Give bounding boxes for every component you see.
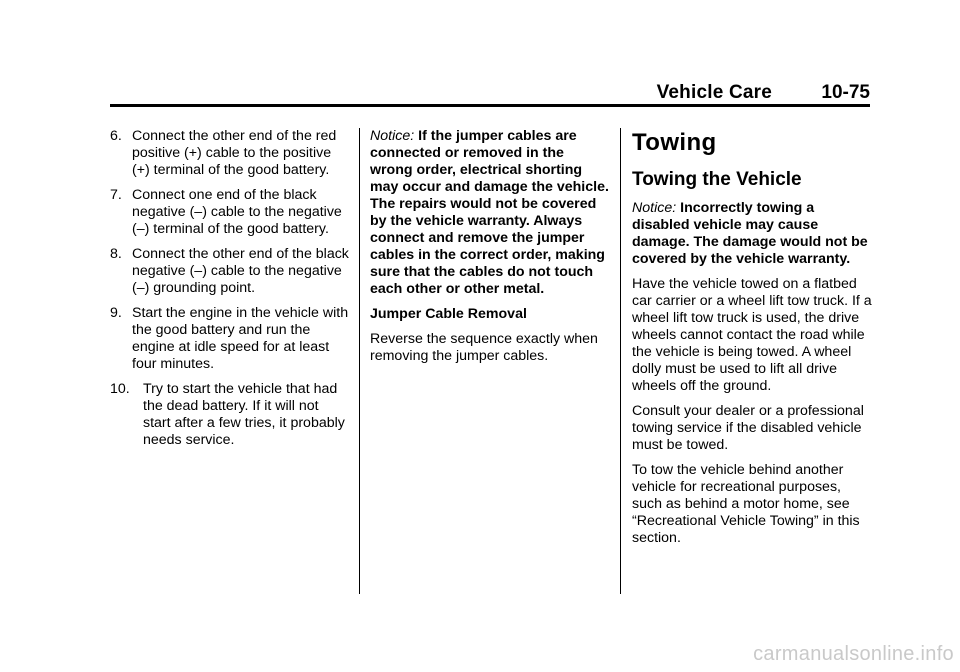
paragraph: Reverse the sequence exactly when removing the jumper cables. [370,331,598,364]
step-text: Connect one end of the black negative (–) cable to the negative (–) terminal of the good battery. [132,187,342,237]
header-rule [110,104,870,107]
step-text: Start the engine in the vehicle with the good battery and run the engine at idle speed for at least four minutes. [132,305,349,372]
step-text: Try to start the vehicle that had the dead battery. If it will not start after a few tries, it probably needs service. [143,381,345,448]
step-number: 10. [110,381,130,397]
step-number: 8. [110,246,122,262]
step-item [110,381,350,449]
column-divider [359,128,360,594]
step-text: Connect the other end of the red positive (+) cable to the positive (+) terminal of the good battery. [132,128,337,178]
paragraph: Have the vehicle towed on a flatbed car carrier or a wheel lift tow truck. If a wheel lift tow truck is used, the drive wheels cannot contact the road while the vehicle is being towed. A wheel dolly must be used to lift all drive wheels off the ground. [632,276,872,394]
paragraph: Consult your dealer or a professional towing service if the disabled vehicle must be towed. [632,403,864,453]
step-text: Connect the other end of the black negative (–) cable to the negative (–) grounding point. [132,246,349,296]
step-number: 6. [110,128,122,144]
step-item [110,187,350,238]
notice-label: Notice: [632,200,677,216]
notice-label: Notice: [370,128,415,144]
watermark: carmanualsonline.info [753,643,954,665]
step-number: 9. [110,305,122,321]
step-item [110,305,350,373]
column-2 [370,128,610,373]
step-item [110,246,350,297]
section-title: Vehicle Care [656,82,772,103]
notice-text: If the jumper cables are connected or removed in the wrong order, electrical shorting may occur and damage the vehicle. The repairs would not be covered by the vehicle warranty. Always connect and remove the jumper cables in the correct order, making sure that the cables do not touch each other or other metal. [370,128,609,297]
page-header [110,78,870,106]
subheading-towing-vehicle: Towing the Vehicle [632,169,802,190]
notice-text: Incorrectly towing a disabled vehicle may cause damage. The damage would not be covered by the vehicle warranty. [632,200,868,267]
page-number: 10-75 [821,82,870,103]
heading-towing: Towing [632,129,717,156]
notice-block [632,200,872,268]
column-1 [110,128,350,457]
notice-block [370,128,610,298]
column-3 [632,128,872,555]
step-number: 7. [110,187,122,203]
subheading: Jumper Cable Removal [370,306,527,322]
step-item [110,128,350,179]
paragraph: To tow the vehicle behind another vehicle for recreational purposes, such as behind a motor home, see “Recreational Vehicle Towing” in this section. [632,462,860,546]
column-divider [620,128,621,594]
